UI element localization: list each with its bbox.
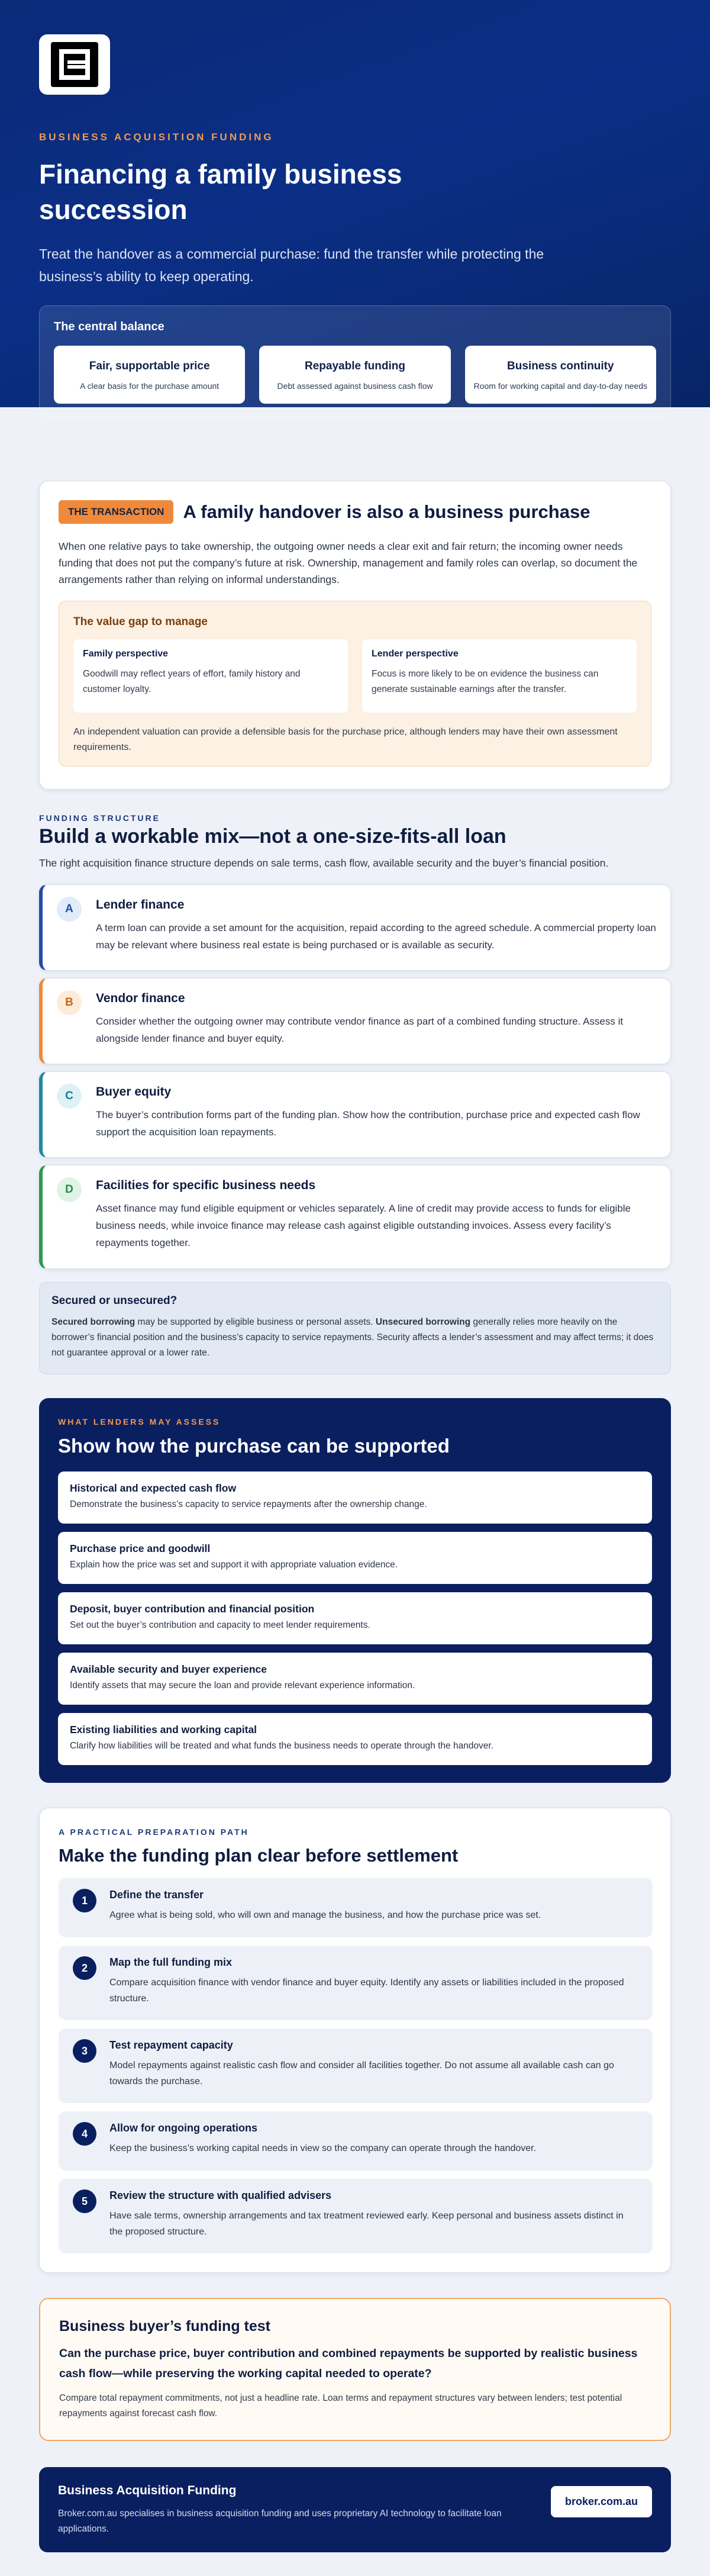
secured-unsecured-note — [39, 1282, 671, 1374]
prep-title: Make the funding plan clear before settlement — [59, 1845, 459, 1866]
value-gap-title: The value gap to manage — [73, 616, 208, 628]
funding-option-desc: The buyer’s contribution forms part of the funding plan. Show how the contribution, purchase price and expected cash flow support the acquisition loan repayments. — [96, 1109, 640, 1138]
step-title: Map the full funding mix — [109, 1956, 232, 1968]
balance-card — [259, 346, 450, 404]
family-perspective-card — [73, 639, 348, 713]
lender-criterion — [58, 1592, 652, 1644]
broker-link-button[interactable]: broker.com.au — [551, 2486, 652, 2517]
prep-step — [59, 2028, 653, 2103]
lender-criterion-title: Purchase price and goodwill — [70, 1543, 211, 1554]
funding-option-card — [39, 978, 671, 1064]
footer — [39, 2467, 671, 2552]
prep-step — [59, 1946, 653, 2020]
lenders-title: Show how the purchase can be supported — [58, 1435, 450, 1457]
funding-letter-badge: A — [57, 897, 82, 922]
funding-test-title: Business buyer’s funding test — [59, 2318, 271, 2334]
funding-letter-badge: D — [57, 1177, 82, 1202]
lender-criterion-desc: Demonstrate the business’s capacity to service repayments after the ownership change. — [70, 1499, 427, 1509]
secured-lead: Secured borrowing — [51, 1317, 135, 1327]
transaction-pill: THE TRANSACTION — [59, 500, 173, 524]
secured-text — [51, 1315, 659, 1361]
footer-desc: Broker.com.au specialises in business acquisition funding and uses proprietary AI technology to facilitate loan applications. — [58, 2509, 502, 2534]
funding-option-card — [39, 1165, 671, 1269]
lender-criterion — [58, 1713, 652, 1765]
step-title: Test repayment capacity — [109, 2039, 233, 2051]
funding-option-card — [39, 884, 671, 971]
lender-criterion — [58, 1653, 652, 1705]
step-number: 4 — [73, 2122, 96, 2146]
funding-option-title: Lender finance — [96, 898, 185, 912]
funding-option-desc: Asset finance may fund eligible equipment or vehicles separately. A line of credit may provide access to funds for eligible business needs, while invoice finance may release cash against eligible outstanding invoices. Assess every facility’s repayments together. — [96, 1203, 631, 1248]
brand-logo[interactable] — [39, 34, 110, 95]
funding-title: Build a workable mix—not a one-size-fits-all loan — [39, 825, 506, 848]
step-number: 2 — [73, 1956, 96, 1980]
step-desc: Model repayments against realistic cash flow and consider all facilities together. Do not assume all available cash can go towards the purchase. — [109, 2060, 614, 2086]
step-title: Review the structure with qualified advisers — [109, 2189, 332, 2201]
funding-option-desc: A term loan can provide a set amount for the acquisition, repaid according to the agreed schedule. A commercial property loan may be relevant where business real estate is being purchased or is available as security. — [96, 922, 656, 951]
page-title: Financing a family business succession — [39, 159, 402, 225]
step-number: 1 — [73, 1889, 96, 1912]
step-desc: Have sale terms, ownership arrangements and tax treatment reviewed early. Keep personal and business assets distinct in the proposed structure. — [109, 2211, 624, 2237]
funding-test-desc: Compare total repayment commitments, not just a headline rate. Loan terms and repayment structures vary between lenders; test potential repayments against forecast cash flow. — [59, 2393, 622, 2419]
lenders-assess-section — [39, 1398, 671, 1783]
funding-option-title: Facilities for specific business needs — [96, 1178, 316, 1192]
boxed-e-logo-icon — [50, 41, 99, 88]
funding-subtitle: The right acquisition finance structure depends on sale terms, cash flow, available security and the buyer’s financial position. — [39, 857, 609, 869]
lender-criterion-desc: Clarify how liabilities will be treated and what funds the business needs to operate through the handover. — [70, 1741, 494, 1751]
lender-criterion-desc: Explain how the price was set and support it with appropriate valuation evidence. — [70, 1560, 398, 1570]
balance-card-title: Repayable funding — [305, 360, 405, 372]
funding-test-box — [39, 2298, 671, 2441]
balance-card — [465, 346, 656, 404]
prep-step — [59, 2111, 653, 2171]
step-number: 5 — [73, 2189, 96, 2213]
prep-eyebrow: A PRACTICAL PREPARATION PATH — [59, 1827, 249, 1837]
funding-test-question: Can the purchase price, buyer contribution and combined repayments be supported by realistic business cash flow—while preserving the working capital needed to operate? — [59, 2347, 638, 2380]
step-desc: Keep the business’s working capital needs in view so the company can operate through the handover. — [109, 2143, 537, 2153]
funding-option-card — [39, 1071, 671, 1158]
central-balance-title: The central balance — [54, 320, 164, 333]
funding-eyebrow: FUNDING STRUCTURE — [39, 813, 160, 823]
step-number: 3 — [73, 2039, 96, 2063]
lender-perspective-card — [362, 639, 637, 713]
balance-card-desc: Room for working capital and day-to-day needs — [473, 381, 648, 391]
transaction-section — [39, 481, 671, 790]
prep-step — [59, 1878, 653, 1937]
step-title: Define the transfer — [109, 1889, 204, 1901]
secured-text-part: may be supported by eligible business or personal assets. — [135, 1317, 376, 1327]
funding-option-desc: Consider whether the outgoing owner may contribute vendor finance as part of a combined funding structure. Assess it alongside lender finance and buyer equity. — [96, 1016, 624, 1044]
hero-eyebrow: BUSINESS ACQUISITION FUNDING — [39, 131, 274, 143]
balance-card-title: Fair, supportable price — [89, 360, 210, 372]
funding-letter-badge: C — [57, 1084, 82, 1109]
balance-card-title: Business continuity — [507, 360, 614, 372]
balance-card-desc: A clear basis for the purchase amount — [80, 381, 220, 391]
lender-perspective-title: Lender perspective — [372, 649, 459, 659]
prep-step — [59, 2179, 653, 2253]
value-gap-box — [59, 601, 651, 767]
hero-banner — [0, 0, 710, 407]
lender-criterion — [58, 1471, 652, 1524]
lender-criterion-title: Existing liabilities and working capital — [70, 1724, 257, 1735]
transaction-title: A family handover is also a business purchase — [183, 501, 590, 522]
value-gap-note: An independent valuation can provide a defensible basis for the purchase price, although lenders may have their own assessment requirements. — [73, 727, 618, 752]
hero-lede: Treat the handover as a commercial purchase: fund the transfer while protecting the business’s ability to keep operating. — [39, 246, 544, 284]
step-desc: Compare acquisition finance with vendor finance and buyer equity. Identify any assets or liabilities included in the proposed structure. — [109, 1978, 624, 2004]
lender-perspective-desc: Focus is more likely to be on evidence the business can generate sustainable earnings after the transfer. — [372, 669, 599, 694]
lenders-list — [58, 1471, 652, 1765]
family-perspective-title: Family perspective — [83, 649, 169, 659]
lenders-eyebrow: WHAT LENDERS MAY ASSESS — [58, 1417, 221, 1427]
transaction-body: When one relative pays to take ownership, the outgoing owner needs a clear exit and fair return; the incoming owner needs funding that does not put the company’s future at risk. Ownership, management and family roles can overlap, so document the arrangements rather than relying on informal understandings. — [59, 540, 638, 585]
balance-card-desc: Debt assessed against business cash flow — [277, 381, 433, 391]
lender-criterion-title: Historical and expected cash flow — [70, 1482, 237, 1494]
lender-criterion-title: Available security and buyer experience — [70, 1663, 267, 1675]
funding-option-title: Buyer equity — [96, 1085, 172, 1099]
lender-criterion-title: Deposit, buyer contribution and financial position — [70, 1603, 315, 1615]
secured-title: Secured or unsecured? — [51, 1295, 178, 1307]
step-desc: Agree what is being sold, who will own and manage the business, and how the purchase price was set. — [109, 1910, 541, 1920]
lender-criterion-desc: Identify assets that may secure the loan and provide relevant experience information. — [70, 1680, 415, 1690]
preparation-path-section — [39, 1808, 671, 2273]
unsecured-lead: Unsecured borrowing — [375, 1317, 471, 1327]
family-perspective-desc: Goodwill may reflect years of effort, family history and customer loyalty. — [83, 669, 301, 694]
lender-criterion — [58, 1532, 652, 1584]
unsecured-text-part: generally relies more heavily on the borrower’s financial position and the business’s capacity to service repayments. Security affects a lender’s assessment and may affect terms; it does not guarantee approval or a lower rate. — [51, 1317, 654, 1358]
lender-criterion-desc: Set out the buyer’s contribution and capacity to meet lender requirements. — [70, 1620, 370, 1630]
balance-card — [54, 346, 245, 404]
funding-letter-badge: B — [57, 990, 82, 1015]
funding-option-title: Vendor finance — [96, 991, 185, 1005]
step-title: Allow for ongoing operations — [109, 2122, 257, 2134]
central-balance-panel — [39, 305, 671, 419]
footer-title: Business Acquisition Funding — [58, 2484, 237, 2497]
